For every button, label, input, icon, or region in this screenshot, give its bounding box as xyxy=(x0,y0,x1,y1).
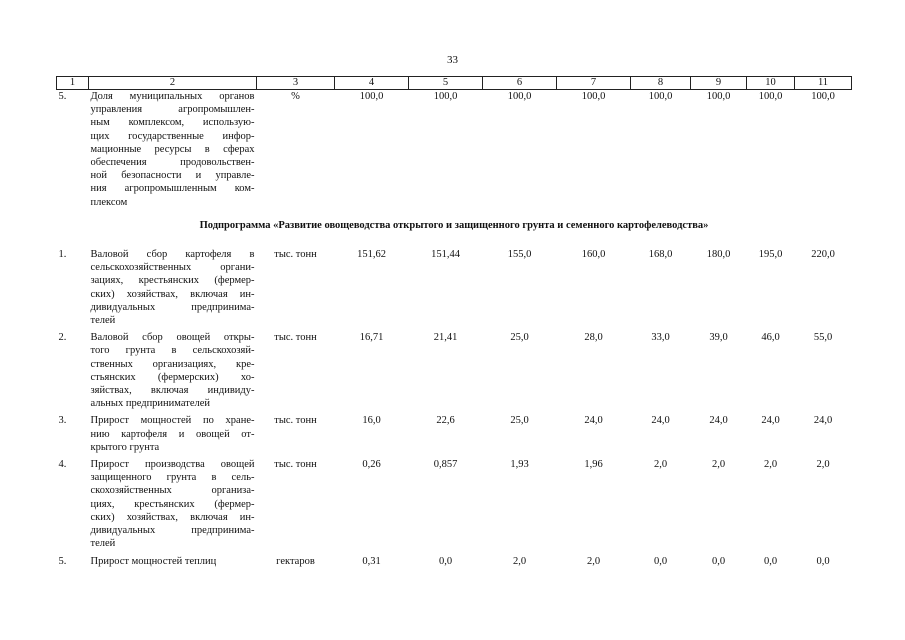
indicator-value: 180,0 xyxy=(706,249,731,261)
indicator-name-line: щих государственные инфор- xyxy=(90,130,255,142)
subprogram-title: Подпрограмма «Развитие овощеводства открытого и защищенного грунта и семенного картофелеводства» xyxy=(199,219,709,231)
unit-of-measure: тыс. тонн xyxy=(274,332,317,344)
indicator-value: 24,0 xyxy=(813,415,833,427)
indicator-name-line: стьянских (фермерских) хо- xyxy=(90,371,255,383)
indicator-value: 2,0 xyxy=(653,459,668,471)
subprogram-row xyxy=(57,209,852,248)
indicator-value: 2,0 xyxy=(512,555,527,567)
table-row xyxy=(57,555,852,568)
indicator-value: 151,62 xyxy=(357,249,386,261)
indicator-name-line: зациях, крестьянских (фермер- xyxy=(90,275,255,287)
indicator-name-line: ственных организациях, кре- xyxy=(90,358,255,370)
column-header-1: 1 xyxy=(57,77,89,90)
column-header-3: 3 xyxy=(257,77,335,90)
indicator-name xyxy=(89,555,257,568)
indicator-value: 39,0 xyxy=(709,332,728,344)
indicator-value: 2,0 xyxy=(816,459,830,471)
indicator-name xyxy=(89,414,257,454)
table-row xyxy=(57,331,852,410)
indicator-name-line: крытого грунта xyxy=(90,441,160,453)
indicator-value: 0,26 xyxy=(362,459,381,471)
indicator-name-line: ной безопасности и управле- xyxy=(90,170,255,182)
row-number: 1. xyxy=(58,249,67,261)
header-row xyxy=(57,77,852,90)
indicator-name-line: управления агропромышлен- xyxy=(90,104,255,116)
row-number: 3. xyxy=(58,415,67,427)
table-row xyxy=(57,90,852,209)
table-row xyxy=(57,414,852,454)
indicator-name-line: защищенного грунта в сель- xyxy=(90,472,255,484)
indicator-name-line: плексом xyxy=(90,196,128,208)
indicator-value: 21,41 xyxy=(433,332,458,344)
indicator-name-line: дивидуальных предпринима- xyxy=(90,301,255,313)
indicator-name-line: Валовой сбор картофеля в xyxy=(90,249,255,261)
indicator-value: 2,0 xyxy=(763,459,778,471)
column-header-9: 9 xyxy=(691,77,747,90)
unit-of-measure: тыс. тонн xyxy=(274,415,317,427)
indicator-value: 55,0 xyxy=(813,332,833,344)
indicator-value: 195,0 xyxy=(758,249,783,261)
indicator-value: 24,0 xyxy=(584,415,603,427)
row-number: 4. xyxy=(58,459,67,471)
indicator-value: 2,0 xyxy=(711,459,726,471)
column-header-5: 5 xyxy=(409,77,483,90)
indicator-name-line: ния агропромышленным ком- xyxy=(90,183,255,195)
unit-of-measure: гектаров xyxy=(276,555,315,567)
indicator-name-line: скохозяйственных организа- xyxy=(90,485,255,497)
indicator-value: 160,0 xyxy=(581,249,606,261)
row-number: 5. xyxy=(58,555,67,567)
indicator-name-line: того грунта в сельскохозяй- xyxy=(90,345,255,357)
indicator-value: 0,31 xyxy=(362,555,381,567)
indicator-value: 1,96 xyxy=(584,459,603,471)
indicator-name-line: Прирост мощностей теплиц xyxy=(90,555,217,567)
column-header-10: 10 xyxy=(747,77,795,90)
column-header-11: 11 xyxy=(795,77,852,90)
indicator-value: 100,0 xyxy=(507,91,532,102)
indicator-value: 25,0 xyxy=(510,332,529,344)
indicator-name-line: Прирост производства овощей xyxy=(90,459,255,471)
unit-of-measure: тыс. тонн xyxy=(274,249,317,261)
unit-of-measure: тыс. тонн xyxy=(274,459,317,471)
indicator-value: 1,93 xyxy=(510,459,529,471)
indicator-value: 151,44 xyxy=(431,249,460,261)
indicator-name-line: альных предпринимателей xyxy=(90,398,211,410)
indicator-name-line: Прирост мощностей по хране- xyxy=(90,415,255,427)
indicator-value: 0,0 xyxy=(438,555,453,567)
indicator-value: 100,0 xyxy=(581,91,606,102)
indicator-name-line: телей xyxy=(90,315,116,327)
indicator-name-line: дивидуальных предпринима- xyxy=(90,525,255,537)
indicator-value: 0,857 xyxy=(433,459,458,471)
indicator-value: 24,0 xyxy=(651,415,670,427)
table-row xyxy=(57,458,852,550)
indicator-value: 100,0 xyxy=(811,91,835,102)
column-header-7: 7 xyxy=(557,77,631,90)
indicator-value: 2,0 xyxy=(586,555,601,567)
indicator-name-line: Валовой сбор овощей откры- xyxy=(90,332,255,344)
indicator-name-line: Доля муниципальных органов xyxy=(90,91,255,102)
indicator-value: 168,0 xyxy=(648,249,673,261)
indicator-value: 24,0 xyxy=(761,415,780,427)
indicator-name-line: обеспечения продовольствен- xyxy=(90,157,255,169)
column-header-2: 2 xyxy=(89,77,257,90)
indicator-name-line: мационные ресурсы в сферах xyxy=(90,143,255,155)
indicators-table xyxy=(56,76,852,568)
indicator-value: 100,0 xyxy=(706,91,731,102)
indicator-value: 0,0 xyxy=(816,555,830,567)
indicator-value: 33,0 xyxy=(651,332,670,344)
indicator-name xyxy=(89,248,257,327)
indicator-name-line: нию картофеля и овощей от- xyxy=(90,428,255,440)
page-number: 33 xyxy=(447,54,458,66)
indicator-name-line: зяйствах, включая индивиду- xyxy=(90,385,255,397)
indicator-name xyxy=(89,331,257,410)
table-row xyxy=(57,248,852,327)
indicator-value: 0,0 xyxy=(763,555,778,567)
indicator-name xyxy=(89,458,257,550)
indicator-name-line: ным комплексом, использую- xyxy=(90,117,255,129)
column-header-4: 4 xyxy=(335,77,409,90)
indicator-name-line: ских) хозяйствах, включая ин- xyxy=(90,288,255,300)
indicator-value: 46,0 xyxy=(761,332,780,344)
table-body xyxy=(57,90,852,568)
column-header-6: 6 xyxy=(483,77,557,90)
indicator-value: 0,0 xyxy=(711,555,726,567)
column-header-8: 8 xyxy=(631,77,691,90)
indicator-value: 16,0 xyxy=(362,415,381,427)
indicator-name-line: сельскохозяйственных органи- xyxy=(90,262,255,274)
indicator-value: 22,6 xyxy=(436,415,455,427)
unit-of-measure: % xyxy=(291,91,300,102)
indicator-name-line: циях, крестьянских (фермер- xyxy=(90,498,255,510)
indicator-value: 0,0 xyxy=(653,555,668,567)
indicator-value: 220,0 xyxy=(811,249,835,261)
indicator-value: 16,71 xyxy=(359,332,384,344)
indicator-value: 100,0 xyxy=(433,91,458,102)
indicator-value: 24,0 xyxy=(709,415,728,427)
row-number: 5. xyxy=(58,91,67,102)
indicator-value: 28,0 xyxy=(584,332,603,344)
indicator-value: 155,0 xyxy=(507,249,532,261)
indicator-name-line: телей xyxy=(90,538,116,550)
row-number: 2. xyxy=(58,332,67,344)
indicator-value: 25,0 xyxy=(510,415,529,427)
indicator-value: 100,0 xyxy=(758,91,783,102)
indicator-value: 100,0 xyxy=(648,91,673,102)
indicator-name-line: ских) хозяйствах, включая ин- xyxy=(90,511,255,523)
table-header xyxy=(57,77,852,90)
indicator-value: 100,0 xyxy=(359,91,384,102)
indicator-name xyxy=(89,90,257,209)
